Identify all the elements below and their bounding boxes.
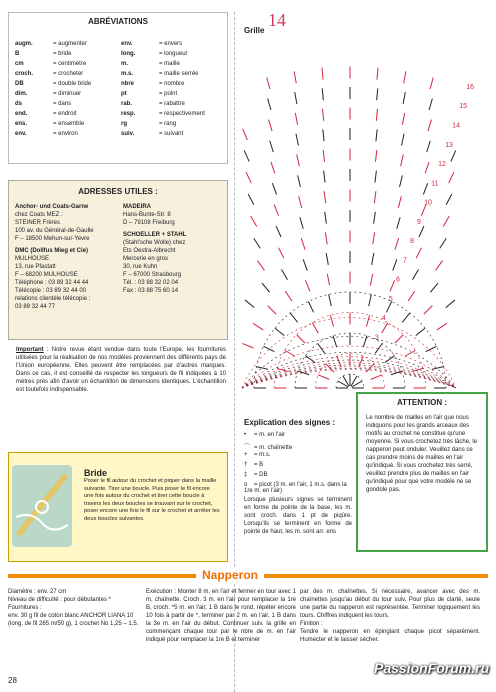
- abbreviation-row: [121, 89, 205, 99]
- address-line: 03 89 32 44 77: [15, 304, 56, 310]
- stitch-mark: [295, 92, 297, 104]
- addresses-right: [123, 203, 223, 295]
- abbreviation-row: [121, 39, 205, 49]
- row-arc: [242, 367, 456, 388]
- stitch-mark: [308, 302, 313, 313]
- stitch-mark: [374, 212, 376, 224]
- stitch-mark: [295, 113, 297, 125]
- row-number: 9: [417, 218, 421, 226]
- napperon-materials: Diamètre : env. 27 cm Niveau de difficulté : pour débutantes * Fournitures : env. 30 g fil de coton blanc ANCHOR LIANA 10 (long. de fil 265 m/50 g), 1 crochet No 1,25 – 1,5.: [8, 589, 139, 627]
- stitch-mark: [264, 346, 275, 351]
- stitch-mark: [298, 175, 301, 187]
- abbreviations-col-2: [121, 39, 205, 139]
- symbol-meaning: = picot (3 m. en l'air, 1 m.s. dans la 1re m. en l'air): [244, 482, 347, 494]
- abbreviation-value: = point: [159, 91, 178, 97]
- row-number: 7: [402, 257, 407, 265]
- stitch-mark: [253, 323, 263, 330]
- stitch-mark: [300, 217, 303, 229]
- stitch-mark: [274, 205, 279, 216]
- row-number: 3: [374, 334, 379, 342]
- stitch-mark: [333, 336, 337, 347]
- abbreviation-value: = nombre: [159, 81, 185, 87]
- abbreviation-value: = environ: [53, 131, 78, 137]
- stitch-mark: [372, 253, 374, 265]
- row-number: 4: [381, 315, 386, 323]
- abbreviation-key: end.: [15, 111, 28, 117]
- stitch-mark: [271, 162, 275, 173]
- explanation-item: [244, 452, 271, 458]
- address-line: Tél. : 03 88 32 02 04: [123, 280, 179, 286]
- stitch-mark: [374, 191, 376, 203]
- abbreviation-row: [121, 99, 205, 109]
- address-line: 30, rue Kuhn: [123, 264, 158, 270]
- abbreviations-box: [8, 12, 228, 164]
- stitch-mark: [269, 120, 272, 131]
- stitch-mark: [323, 109, 324, 121]
- abbreviation-row: [15, 89, 91, 99]
- abbreviation-value: = maille: [159, 61, 180, 67]
- stitch-symbol: ‡: [244, 472, 248, 478]
- page-number: 28: [8, 676, 17, 685]
- abbreviation-key: m.: [121, 61, 129, 67]
- stitch-mark: [428, 120, 431, 131]
- stitch-mark: [375, 150, 376, 162]
- address-line: MADEIRA: [123, 204, 151, 210]
- stitch-mark: [373, 232, 375, 244]
- stitch-mark: [297, 155, 300, 167]
- stitch-mark: [366, 315, 369, 327]
- stitch-mark: [270, 141, 274, 152]
- abbreviation-key: rab.: [121, 101, 133, 107]
- row-arc: [242, 352, 456, 388]
- important-note: [16, 346, 226, 394]
- address-line: Téléphone : 03 89 32 44 44: [15, 280, 89, 286]
- stitch-mark: [294, 71, 296, 83]
- napperon-title: Napperon: [196, 568, 264, 582]
- abbreviation-value: = suivant: [159, 131, 184, 137]
- stitch-mark: [257, 261, 264, 271]
- row-arc: [242, 346, 456, 388]
- stitch-mark: [376, 109, 377, 121]
- address-line: Mercerie en gros: [123, 256, 169, 262]
- abbreviation-key: resp.: [121, 111, 136, 117]
- abbreviation-row: [121, 119, 205, 129]
- abbreviation-value: = centimètre: [53, 61, 87, 67]
- abbreviation-key: long.: [121, 51, 136, 57]
- row-number: 12: [438, 161, 446, 169]
- stitch-mark: [370, 274, 372, 286]
- napperon-execution: Exécution : Monter 8 m. en l'air et fermer en tour avec 1 m. chaînette. Croch. 3 m. en l'air pour remplacer la 1re B, croch. *5 m. en l'air, 1 B dans le rond, répéter encore 10 fois à partir de *, terminer par 2 m. en l'air, 1 B dans la 3e m. en l'air du début. Continuer suiv. la grille en commençant chaque tour par le nbre de m. en l'air indiqué pour remplacer la 1re B et terminer: [146, 589, 296, 643]
- addresses-box: [8, 180, 228, 340]
- explanation-item: [244, 482, 352, 494]
- stitch-mark: [278, 248, 283, 259]
- row-number: 16: [466, 83, 475, 91]
- stitch-mark: [429, 98, 432, 110]
- stitch-mark: [413, 269, 419, 279]
- row-number: 10: [424, 199, 432, 207]
- stitch-symbol: ⌒: [244, 445, 251, 451]
- stitch-mark: [248, 194, 254, 205]
- row-arc: [242, 363, 456, 388]
- row-number: 15: [459, 103, 468, 111]
- stitch-mark: [416, 328, 425, 335]
- abbreviation-key: ds: [15, 101, 23, 107]
- abbreviation-key: env.: [15, 131, 27, 137]
- address-line: Ets Oestra-Albrecht: [123, 248, 176, 254]
- abbreviation-value: = respectivement: [159, 111, 205, 117]
- row-number: 5: [388, 295, 393, 303]
- attention-title: ATTENTION :: [396, 398, 448, 407]
- abbreviation-row: [121, 129, 205, 139]
- stitch-mark: [423, 183, 427, 194]
- stitch-mark: [403, 92, 405, 104]
- bride-text: Poser le fil autour du crochet et piquer dans la maille suivante. Tirer une boucle. Puis poser le fil encore une fois autour du crochet et tirer cette boucle à travers les deux boucles se trouvant sur le crochet, poser encore une fois le fil sur le crochet et arrêter les deux boucles suivantes.: [84, 478, 220, 522]
- stitch-mark: [395, 335, 403, 343]
- explanation-title: Explication des signes :: [244, 418, 336, 427]
- stitch-mark: [416, 248, 421, 259]
- abbreviation-value: = diminuer: [53, 91, 82, 97]
- stitch-mark: [282, 269, 288, 279]
- stitch-mark: [318, 344, 325, 354]
- row-number: 6: [395, 276, 400, 284]
- abbreviation-row: [15, 39, 91, 49]
- row-arc: [242, 318, 456, 388]
- stitch-mark: [298, 371, 309, 375]
- stitch-mark: [245, 300, 254, 308]
- stitch-mark: [268, 98, 271, 110]
- stitch-mark: [402, 313, 409, 322]
- explanation-text: Lorsque plusieurs signes se terminent en forme de pointe de la base, les m. sont croch. dans 1 pt de piqûre. Lorsqu'ils se terminent en forme de pointe de haut, les m. sont arr. ens: [244, 497, 352, 535]
- stitch-mark: [325, 232, 327, 244]
- stitch-mark: [285, 291, 292, 301]
- stitch-mark: [337, 356, 342, 367]
- row-arc: [242, 337, 456, 388]
- stitch-mark: [268, 306, 276, 314]
- stitch-mark: [297, 335, 305, 343]
- stitch-mark: [446, 300, 455, 308]
- abbreviation-key: pt: [121, 91, 127, 97]
- abbreviation-row: [121, 49, 205, 59]
- crochet-grid-diagram: [238, 28, 475, 400]
- bride-title: Bride: [84, 468, 108, 478]
- stitch-mark: [285, 350, 295, 356]
- abbreviation-row: [121, 79, 205, 89]
- stitch-mark: [301, 238, 305, 249]
- stitch-mark: [243, 129, 248, 140]
- address-line: chez Coats MEZ :: [15, 212, 63, 218]
- symbol-meaning: = m. en l'air: [254, 432, 285, 438]
- explanation-item: [244, 462, 263, 468]
- stitch-mark: [246, 172, 251, 183]
- addresses-title: ADRESSES UTILES :: [78, 187, 158, 196]
- address-line: (Stahl'sche Wolle) chez: [123, 240, 186, 246]
- abbreviation-row: [15, 99, 91, 109]
- important-text: : Notre revue étant vendue dans toute l'Europe, les fournitures utilisées pour la réalisation de nos modèles proviennent des différents pays de l'Union européenne. Elles peuvent être remplacées par d'autres marques. Dans ce cas, il est conseillé de respecter les longueurs de fil indiquées à 10 mètres près afin d'avoir un échantillon de dimensions identiques. L'échantillon est toutefois indispensable.: [16, 347, 226, 393]
- abbreviation-key: ens.: [15, 121, 28, 127]
- stitch-mark: [451, 150, 456, 161]
- address-line: Anchor- und Coats-Garne: [15, 204, 89, 210]
- stitch-mark: [426, 346, 437, 351]
- address-line: Hans-Bunte-Str. 8: [123, 212, 171, 218]
- stitch-mark: [424, 306, 432, 314]
- address-line: F – 67000 Strasbourg: [123, 272, 182, 278]
- stitch-mark: [329, 294, 332, 306]
- stitch-mark: [375, 171, 376, 183]
- stitch-mark: [303, 259, 307, 270]
- bride-photo: [12, 465, 72, 547]
- stitch-mark: [323, 150, 324, 162]
- explanation-item: [244, 432, 285, 438]
- stitch-mark: [325, 212, 327, 224]
- stitch-mark: [299, 196, 302, 208]
- stitch-mark: [398, 196, 401, 208]
- stitch-mark: [408, 291, 415, 301]
- stitch-mark: [322, 88, 323, 100]
- stitch-mark: [432, 367, 444, 370]
- abbreviation-key: m.s.: [121, 71, 134, 77]
- abbreviations-col-1: [15, 39, 91, 139]
- abbreviation-key: cm: [15, 61, 24, 67]
- stitch-mark: [272, 183, 276, 194]
- abbreviation-row: [15, 109, 91, 119]
- abbreviation-value: = crocheter: [53, 71, 84, 77]
- stitch-mark: [276, 226, 281, 237]
- stitch-mark: [427, 141, 431, 152]
- stitch-mark: [322, 68, 323, 80]
- stitch-mark: [326, 364, 334, 372]
- abbreviation-value: = double bride: [53, 81, 92, 87]
- address-line: 13, rue Pfastatt: [15, 264, 56, 270]
- stitch-mark: [369, 294, 372, 306]
- symbol-meaning: = m. chaînette: [254, 445, 293, 451]
- stitch-mark: [377, 88, 378, 100]
- abbreviation-row: [15, 69, 91, 79]
- stitch-mark: [419, 226, 424, 237]
- stitch-mark: [330, 315, 333, 327]
- abbreviation-key: croch.: [15, 71, 34, 77]
- abbreviation-row: [121, 59, 205, 69]
- abbreviation-key: DB: [15, 81, 24, 87]
- stitch-mark: [397, 217, 400, 229]
- stitch-mark: [296, 134, 298, 146]
- abbreviation-value: = maille serrée: [159, 71, 199, 77]
- address-line: relations clientèle télécopie :: [15, 296, 91, 302]
- stitch-mark: [359, 356, 364, 367]
- stitch-symbol: †: [244, 462, 248, 468]
- stitch-mark: [244, 150, 249, 161]
- abbreviation-key: suiv.: [121, 131, 135, 137]
- stitch-mark: [267, 77, 270, 89]
- row-number: 14: [452, 122, 460, 130]
- abbreviations-title: ABRÉVIATIONS: [88, 17, 148, 26]
- attention-box: [356, 392, 488, 552]
- stitch-mark: [404, 71, 406, 83]
- stitch-mark: [327, 274, 329, 286]
- stitch-mark: [400, 175, 403, 187]
- address-line: DMC (Dollfus Mieg et Cie): [15, 248, 88, 254]
- abbreviation-key: env.: [121, 41, 133, 47]
- row-number: 13: [445, 141, 453, 149]
- symbol-meaning: = m.s.: [254, 452, 271, 458]
- abbreviation-key: augm.: [15, 41, 33, 47]
- abbreviation-row: [121, 69, 205, 79]
- napperon-finish: par des m. chaînettes. Si nécessaire, avancer avec des m. chaînettes jusqu'au début du tour suiv. Pour plus de clarté, seule une partie du napperon est représentée. Terminer logiquement les tours. Chiffres indiquent les tours. Finition : Tendre le napperon en épinglant chaque picot séparément. Humecter et le laisser sécher.: [300, 589, 480, 643]
- stitch-mark: [324, 171, 325, 183]
- stitch-mark: [262, 283, 270, 292]
- stitch-mark: [449, 172, 454, 183]
- stitch-mark: [376, 129, 377, 141]
- address-line: MULHOUSE: [15, 256, 50, 262]
- handwritten-mark: 14: [268, 10, 286, 30]
- crochet-hook-illustration: [12, 465, 72, 547]
- address-line: D – 79108 Freiburg: [123, 220, 175, 226]
- address-line: STEINER Frères: [15, 220, 61, 226]
- address-line: SCHOELLER + STAHL: [123, 232, 187, 238]
- addresses-left: [15, 203, 123, 311]
- address-line: F – 68200 MULHOUSE: [15, 272, 78, 278]
- abbreviation-row: [15, 49, 91, 59]
- attention-text: Le nombre de mailles en l'air que nous indiquons pour les grands arceaux des motifs au crochet ne constitue qu'une moyenne. Si vous crochetez très lâche, le napperon peut onduler. Veuillez dans ce cas prendre moins de mailles en l'air qu'indiqué. Si vous crochetez très serré, veuillez prendre plus de mailles en l'air qu'indiqué pour que votre modèle ne se gondole pas.: [366, 415, 478, 493]
- stitch-symbol: •: [244, 432, 247, 438]
- address-line: Télécopie : 03 89 32 44 00: [15, 288, 87, 294]
- stitch-mark: [425, 162, 429, 173]
- abbreviation-row: [15, 79, 91, 89]
- stitch-mark: [443, 216, 449, 226]
- stitch-mark: [436, 261, 443, 271]
- stitch-mark: [312, 323, 318, 333]
- abbreviation-key: B: [15, 51, 20, 57]
- stitch-mark: [326, 253, 328, 265]
- abbreviation-row: [15, 129, 91, 139]
- stitch-mark: [371, 375, 382, 380]
- abbreviation-row: [121, 109, 205, 119]
- abbreviation-value: = ensemble: [53, 121, 85, 127]
- stitch-symbol: o: [244, 482, 248, 488]
- stitch-mark: [318, 375, 329, 380]
- stitch-mark: [305, 280, 310, 291]
- address-line: F – 18500 Mehun-sur-Yevre: [15, 236, 90, 242]
- abbreviation-row: [15, 59, 91, 69]
- stitch-mark: [254, 238, 260, 248]
- stitch-mark: [256, 367, 268, 370]
- stitch-mark: [440, 238, 446, 248]
- stitch-mark: [390, 280, 395, 291]
- abbreviation-value: = dans: [53, 101, 72, 107]
- stitch-mark: [251, 216, 257, 226]
- stitch-mark: [430, 77, 433, 89]
- symbol-meaning: = B: [254, 462, 264, 468]
- stitch-mark: [382, 323, 388, 333]
- abbreviation-value: = rang: [159, 121, 177, 127]
- stitch-mark: [430, 283, 438, 292]
- abbreviation-value: = augmenter: [53, 41, 87, 47]
- stitch-symbol: +: [244, 452, 248, 458]
- stitch-mark: [277, 368, 289, 371]
- stitch-mark: [395, 238, 399, 249]
- stitch-mark: [386, 302, 391, 313]
- stitch-mark: [437, 323, 447, 330]
- stitch-mark: [242, 343, 253, 348]
- abbreviation-key: rg: [121, 121, 127, 127]
- abbreviation-key: dim.: [15, 91, 28, 97]
- important-label: Important: [16, 347, 44, 353]
- abbreviation-row: [15, 119, 91, 129]
- explanation-item: [244, 472, 268, 478]
- abbreviation-value: = envers: [159, 41, 183, 47]
- stitch-mark: [275, 328, 284, 335]
- abbreviation-key: nbre: [121, 81, 135, 87]
- stitch-mark: [393, 259, 397, 270]
- stitch-mark: [323, 129, 324, 141]
- abbreviation-value: = bride: [53, 51, 72, 57]
- stitch-mark: [324, 191, 326, 203]
- address-line: Fax : 03 88 75 60 14: [123, 288, 179, 294]
- abbreviation-value: = rabattre: [159, 101, 185, 107]
- grid-label: Grille: [244, 26, 265, 35]
- stitch-mark: [377, 68, 378, 80]
- symbol-meaning: = DB: [254, 472, 268, 478]
- stitch-mark: [446, 194, 452, 205]
- watermark: PassionForum.ru: [374, 660, 490, 676]
- stitch-mark: [290, 313, 297, 322]
- address-line: 100 av. du Général-de-Gaulle: [15, 228, 94, 234]
- stitch-mark: [402, 113, 404, 125]
- stitch-mark: [402, 134, 404, 146]
- abbreviation-value: = endroit: [53, 111, 77, 117]
- explanation-item: [244, 442, 292, 451]
- row-number: 8: [410, 238, 414, 246]
- row-number: 11: [431, 180, 439, 188]
- stitch-mark: [401, 155, 404, 167]
- row-arc: [242, 365, 456, 388]
- abbreviation-value: = longueur: [159, 51, 188, 57]
